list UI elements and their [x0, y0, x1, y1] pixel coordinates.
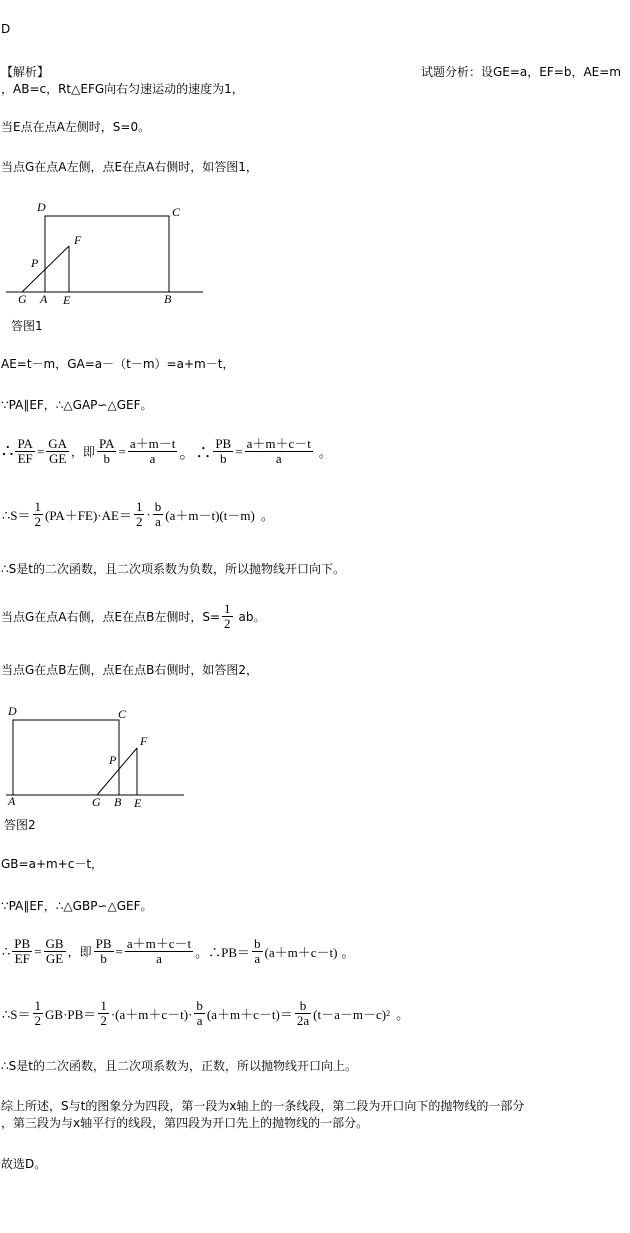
equation-2: ∴S＝ $\frac{1}{2}$ (PA＋FE)·AE＝ $\frac{1}{2}$ · $\frac{b}{a}$ (a＋m－t)(t－m) 。: [2, 499, 274, 529]
frac-pa-b: $\frac{PA}{b}$: [99, 436, 115, 466]
fig2-label-d: D: [8, 704, 17, 718]
case1-text: 当E点在点A左侧时，S=0。: [1, 120, 151, 134]
frac-b-a: $\frac{b}{a}$: [154, 499, 162, 529]
case2-text: 当点G在点A左侧，点E在点A右侧时，如答图1，: [1, 160, 258, 174]
line-gb: GB=a+m+c－t，: [1, 857, 104, 871]
frac-pb-b: $\frac{PB}{b}$: [215, 436, 232, 466]
frac-half-1: $\frac{1}{2}$: [34, 499, 42, 529]
fig2-caption: 答图2: [4, 818, 36, 832]
fig1-label-d: D: [37, 200, 46, 214]
frac-pb-ef: $\frac{PB}{EF}$: [14, 936, 31, 966]
equation-3: ∴ $\frac{PB}{EF}$ = $\frac{GB}{GE}$ ，即 $\frac{PB}{b}$ = $\frac{a+m+c-t}{a}$ 。∴PB＝ $\frac{b}{a}$ (a＋m＋c－t) 。: [2, 936, 355, 966]
fig1-label-a: A: [40, 292, 48, 306]
fig2-label-f: F: [140, 734, 148, 748]
answer-text: D: [1, 22, 11, 36]
summary-b: ，第三段为与x轴平行的线段，第四段为开口先上的抛物线的一部分。: [1, 1116, 369, 1130]
fig2-label-c: C: [118, 707, 127, 721]
fig1-label-e: E: [63, 293, 71, 307]
frac-half-4: $\frac{1}{2}$: [100, 998, 107, 1028]
fig2-label-g: G: [92, 795, 101, 809]
equation-4: ∴S＝ $\frac{1}{2}$ GB·PB＝ $\frac{1}{2}$ ·(a＋m＋c－t)· $\frac{b}{a}$ (a＋m＋c－t)＝ $\frac{b}{2a}$ (t－a－m－c) 2 。: [2, 998, 410, 1028]
fig2-label-e: E: [134, 796, 142, 810]
line-pa-ef: ∵PA∥EF，∴△GAP∽△GEF。: [1, 398, 153, 412]
frac-pa-ef: $\frac{PA}{EF}$: [17, 436, 33, 466]
frac-amt-a: $\frac{a+m-t}{a}$: [129, 436, 176, 466]
frac-ga-ge: $\frac{GA}{GE}$: [48, 436, 68, 466]
frac-amct-a-2: $\frac{a+m+c-t}{a}$: [126, 936, 192, 966]
fig1-label-c: C: [172, 205, 181, 219]
fig2-label-b: B: [114, 795, 122, 809]
frac-half-3: $\frac{1}{2}$: [34, 998, 42, 1028]
case4-text: 当点G在点B左侧，点E在点B右侧时，如答图2，: [1, 663, 258, 677]
fig1-label-f: F: [74, 233, 82, 247]
frac-case3: $\frac{1}{2}$: [224, 601, 231, 631]
exponent-2: 2: [386, 1009, 391, 1018]
frac-b-a-2: $\frac{b}{a}$: [254, 936, 261, 966]
line-s1: ∴S是t的二次函数，且二次项系数为负数，所以抛物线开口向下。: [1, 562, 345, 576]
fig1-label-g: G: [18, 292, 27, 306]
fig2-label-a: A: [8, 794, 16, 808]
analysis-intro-a: 试题分析：设GE=a，EF=b，AE=m: [421, 65, 621, 79]
frac-gb-ge: $\frac{GB}{GE}$: [45, 936, 64, 966]
frac-half-2: $\frac{1}{2}$: [135, 499, 143, 529]
summary-a: 综上所述，S与t的图象分为四段，第一段为x轴上的一条线段，第二段为开口向下的抛物线的一部分: [1, 1099, 525, 1113]
fig1-label-b: B: [164, 292, 172, 306]
figure-1: [0, 196, 220, 336]
frac-amct-a: $\frac{a+m+c-t}{a}$: [246, 436, 311, 466]
fig1-label-p: P: [31, 256, 39, 270]
fig1-caption: 答图1: [11, 319, 43, 333]
frac-b-a-3: $\frac{b}{a}$: [196, 998, 203, 1028]
frac-b-2a: $\frac{b}{2a}$: [296, 998, 310, 1028]
line-s2: ∴S是t的二次函数，且二次项系数为，正数，所以抛物线开口向上。: [1, 1059, 357, 1073]
frac-pb-b-2: $\frac{PB}{b}$: [95, 936, 112, 966]
line-ae: AE=t－m，GA=a－（t－m）=a+m－t，: [1, 357, 235, 371]
analysis-tag: 【解析】: [1, 65, 50, 79]
line-pa-ef-2: ∵PA∥EF，∴△GBP∽△GEF。: [1, 899, 153, 913]
case3-text: 当点G在点A右侧，点E在点B左侧时，S= $\frac{1}{2}$ ab。: [1, 601, 266, 631]
figure-2: [0, 700, 200, 840]
analysis-intro-b: ，AB=c，Rt△EFG向右匀速运动的速度为1，: [1, 82, 244, 96]
equation-1: ∴ $\frac{PA}{EF}$ = $\frac{GA}{GE}$ ，即 $\frac{PA}{b}$ = $\frac{a+m-t}{a}$ 。∴ $\frac{PB}{b}$ = $\frac{a+m+c-t}{a}$ 。: [2, 436, 332, 466]
therefore-symbol: ∴: [2, 441, 14, 461]
fig2-label-p: P: [109, 753, 117, 767]
conclusion-text: 故选D。: [1, 1157, 47, 1171]
